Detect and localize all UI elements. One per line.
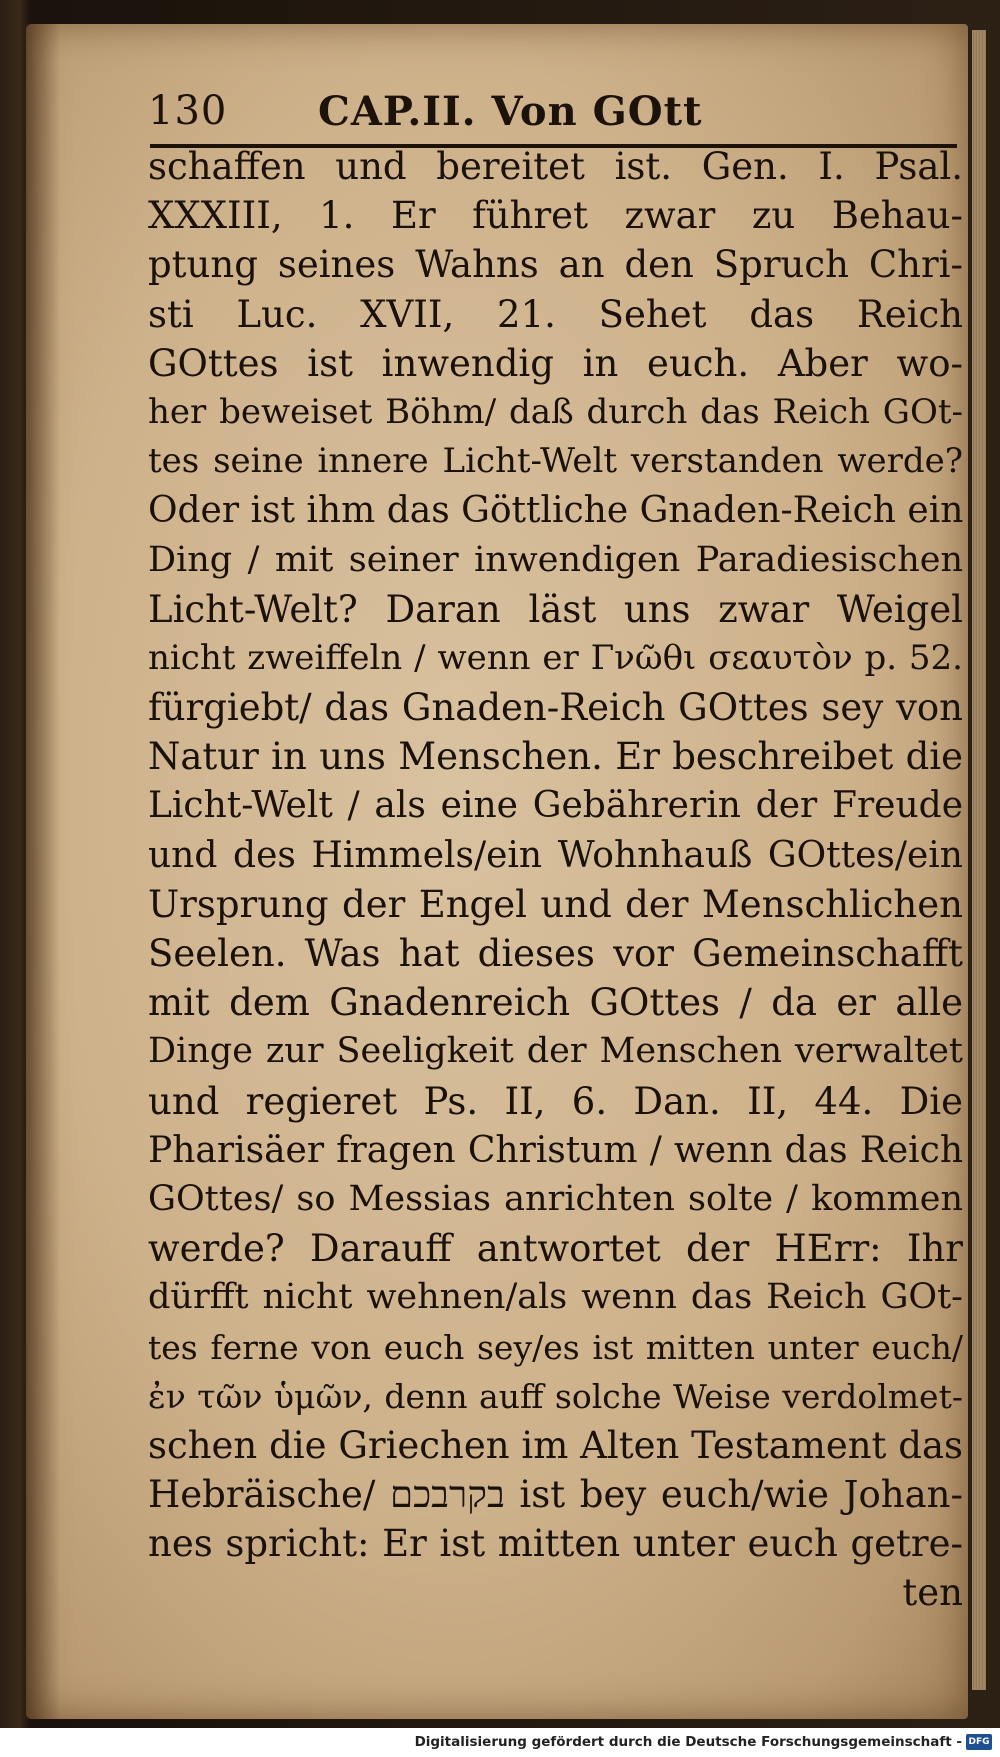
text-line: ἐν τῶν ὑμῶν, denn auff solche Weise verdolmet- [148, 1376, 963, 1416]
text-line: Ursprung der Engel und der Menschlichen [148, 882, 963, 926]
text-line: mit dem Gnadenreich GOttes / da er alle [148, 981, 963, 1025]
text-line: tes seine innere Licht-Welt verstanden werde? [148, 441, 963, 482]
text-line: schaffen und bereitet ist. Gen. I. Psal. [148, 145, 963, 188]
text-line: Pharisäer fragen Christum / wenn das Reich [148, 1129, 963, 1171]
text-line: Seelen. Was hat dieses vor Gemeinschafft [148, 932, 963, 975]
catchword: ten [902, 1571, 963, 1615]
page-number: 130 [148, 88, 228, 134]
text-line: Hebräische/ בקרבכם ist bey euch/wie Johan- [148, 1473, 963, 1517]
text-line: Ding / mit seiner inwendigen Paradiesischen [148, 539, 963, 580]
text-line: sti Luc. XVII, 21. Sehet das Reich [148, 292, 963, 336]
page-header [148, 88, 728, 144]
text-line: nes spricht: Er ist mitten unter euch getre- [148, 1522, 963, 1566]
text-line: Dinge zur Seeligkeit der Menschen verwaltet [148, 1031, 963, 1072]
text-line: XXXIII, 1. Er führet zwar zu Behau- [148, 194, 963, 238]
running-title: CAP.II. Von GOtt [318, 88, 703, 135]
text-line: her beweiset Böhm/ daß durch das Reich GOt- [148, 391, 963, 432]
text-line: werde? Darauff antwortet der HErr: Ihr [148, 1227, 963, 1271]
body-text [148, 142, 963, 1618]
text-line: und regieret Ps. II, 6. Dan. II, 44. Die [148, 1079, 963, 1123]
text-line: und des Himmels/ein Wohnhauß GOttes/ein [148, 834, 963, 876]
dfg-logo: DFG [966, 1734, 992, 1750]
text-line: tes ferne von euch sey/es ist mitten unter euch/ [148, 1327, 963, 1367]
footer-bar [0, 1728, 1000, 1757]
text-line: GOttes ist inwendig in euch. Aber wo- [148, 341, 963, 385]
funding-credit: Digitalisierung gefördert durch die Deutsche Forschungsgemeinschaft - [414, 1734, 962, 1750]
page-edges [972, 30, 986, 1690]
text-line: Licht-Welt? Daran läst uns zwar Weigel [148, 587, 963, 631]
text-line: Oder ist ihm das Göttliche Gnaden-Reich ein [148, 490, 963, 532]
text-line: ptung seines Wahns an den Spruch Chri- [148, 243, 963, 287]
gutter-shadow [26, 24, 60, 1719]
text-line: Licht-Welt / als eine Gebährerin der Freude [148, 785, 963, 827]
text-line: nicht zweiffeln / wenn er Γνῶθι σεαυτὸν p. 52. [148, 637, 963, 678]
text-line: fürgiebt/ das Gnaden-Reich GOttes sey von [148, 686, 963, 730]
text-line: Natur in uns Menschen. Er beschreibet die [148, 735, 963, 779]
text-line: schen die Griechen im Alten Testament das [148, 1423, 963, 1467]
text-line: GOttes/ so Messias anrichten solte / kommen [148, 1178, 963, 1219]
text-line: dürfft nicht wehnen/als wenn das Reich GOt- [148, 1277, 963, 1318]
